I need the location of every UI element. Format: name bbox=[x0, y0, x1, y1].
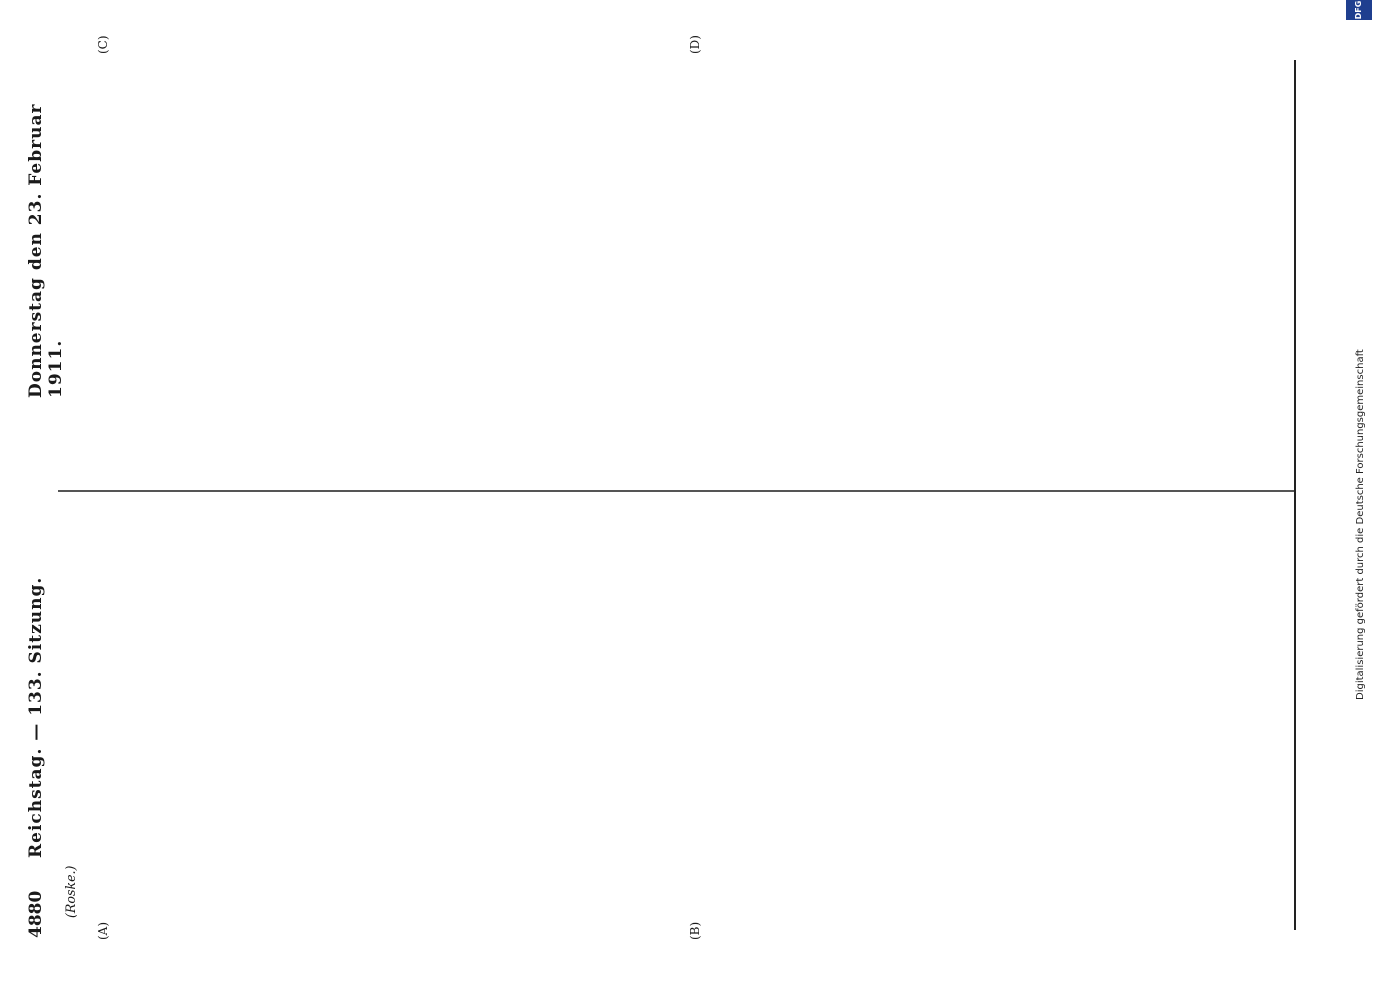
margin-marker-a: (A) bbox=[96, 921, 110, 940]
left-column bbox=[62, 498, 1287, 918]
column-divider bbox=[58, 490, 1294, 492]
speaker-note: (Roske.) bbox=[63, 865, 78, 918]
margin-marker-c: (C) bbox=[96, 35, 110, 54]
session-date: Donnerstag den 23. Februar 1911. bbox=[26, 103, 66, 398]
digitization-credit: Digitalisierung gefördert durch die Deutsche Forschungsgemeinschaft bbox=[1355, 349, 1366, 700]
header-rule bbox=[1294, 60, 1296, 930]
running-head bbox=[22, 58, 66, 938]
margin-marker-d: (D) bbox=[688, 35, 702, 54]
dfg-logo: DFG bbox=[1346, 0, 1372, 20]
page-number: 4880 bbox=[26, 890, 46, 938]
margin-marker-b: (B) bbox=[688, 921, 702, 940]
publication-title: Reichstag. — 133. Sitzung. bbox=[26, 576, 46, 858]
right-column bbox=[62, 50, 1287, 470]
